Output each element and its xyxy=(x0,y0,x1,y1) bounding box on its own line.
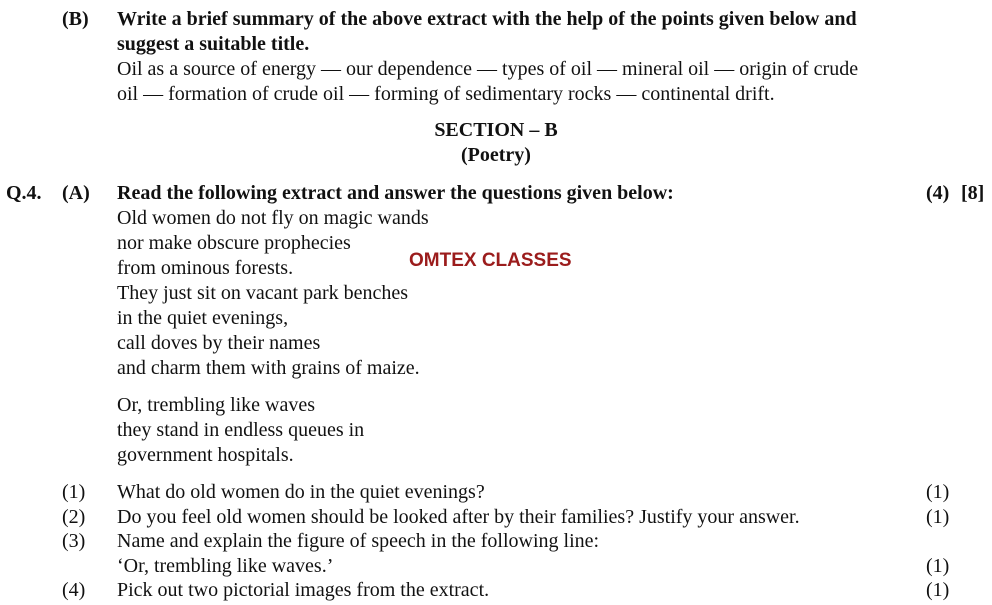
section-title: SECTION – B xyxy=(434,119,558,141)
summary-points-line1: Oil as a source of energy — our dependence — types of oil — mineral oil — origin of crude xyxy=(117,58,859,80)
question-item-number: (1) xyxy=(62,481,86,503)
question-item-number: (4) xyxy=(62,579,86,601)
question-item-marks: (1) xyxy=(926,579,950,601)
poem-line: and charm them with grains of maize. xyxy=(117,357,420,379)
poem-line: Old women do not fly on magic wands xyxy=(117,207,429,229)
section-subtitle: (Poetry) xyxy=(461,144,531,166)
question-item-text: Pick out two pictorial images from the extract. xyxy=(117,579,490,601)
question-marks: (4) xyxy=(926,182,950,204)
poem-line: They just sit on vacant park benches xyxy=(117,282,409,304)
question-part-label: (A) xyxy=(62,182,90,204)
question-item-text: Do you feel old women should be looked after by their families? Justify your answer. xyxy=(117,506,800,528)
question-item-number: (3) xyxy=(62,530,86,552)
poem-line: nor make obscure prophecies xyxy=(117,232,351,254)
question-item-text: What do old women do in the quiet evenings? xyxy=(117,481,485,503)
question-item-marks: (1) xyxy=(926,555,950,577)
question-total-marks: [8] xyxy=(961,182,985,204)
question-item-marks: (1) xyxy=(926,481,950,503)
poem-line: in the quiet evenings, xyxy=(117,307,289,329)
question-item-marks: (1) xyxy=(926,506,950,528)
part-b-instruction-line2: suggest a suitable title. xyxy=(117,33,310,55)
poem-line: they stand in endless queues in xyxy=(117,419,365,441)
poem-line: Or, trembling like waves xyxy=(117,394,316,416)
part-b-label: (B) xyxy=(62,8,89,30)
question-item-number: (2) xyxy=(62,506,86,528)
question-instruction: Read the following extract and answer the questions given below: xyxy=(117,182,674,204)
poem-line: from ominous forests. xyxy=(117,257,294,279)
question-number: Q.4. xyxy=(6,182,42,204)
question-item-text: Name and explain the figure of speech in the following line: xyxy=(117,530,600,552)
part-b-instruction-line1: Write a brief summary of the above extract with the help of the points given below and xyxy=(117,8,857,30)
watermark: OMTEX CLASSES xyxy=(409,250,572,271)
summary-points-line2: oil — formation of crude oil — forming of sedimentary rocks — continental drift. xyxy=(117,83,775,105)
quoted-line: ‘Or, trembling like waves.’ xyxy=(117,555,334,577)
poem-line: call doves by their names xyxy=(117,332,321,354)
poem-line: government hospitals. xyxy=(117,444,294,466)
